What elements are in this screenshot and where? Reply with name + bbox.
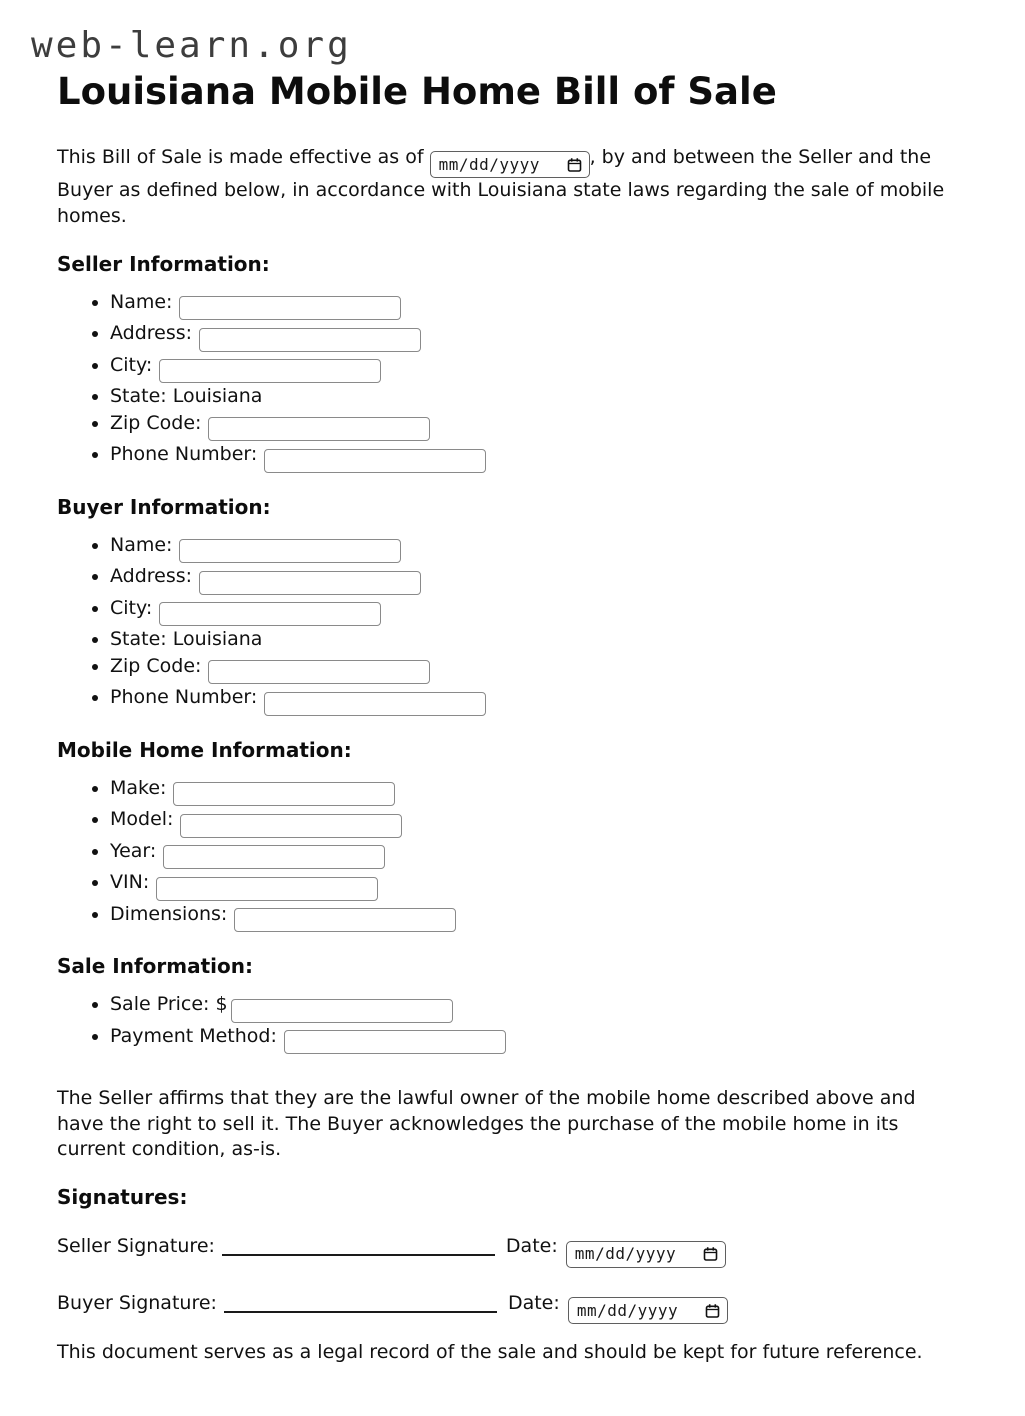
sale-price-input[interactable] bbox=[231, 999, 453, 1023]
seller-date-input[interactable] bbox=[566, 1241, 726, 1268]
seller-name-input[interactable] bbox=[179, 296, 401, 320]
site-logo: web-learn.org bbox=[31, 25, 352, 66]
seller-date-placeholder: mm/dd/yyyy bbox=[574, 1244, 677, 1264]
buyer-address-label: Address: bbox=[110, 565, 193, 587]
seller-zip-input[interactable] bbox=[208, 417, 430, 441]
list-item bbox=[110, 1023, 963, 1055]
buyer-zip-input[interactable] bbox=[208, 660, 430, 684]
dimensions-input[interactable] bbox=[234, 908, 456, 932]
buyer-name-label: Name: bbox=[110, 533, 173, 556]
document-body bbox=[57, 145, 963, 1366]
seller-signature-line bbox=[222, 1252, 495, 1256]
buyer-date-placeholder: mm/dd/yyyy bbox=[576, 1300, 679, 1320]
buyer-date-input[interactable] bbox=[568, 1297, 728, 1324]
intro-text-before-date: This Bill of Sale is made effective as of bbox=[57, 145, 424, 168]
intro-text-after-date: , by and between the Seller and the Buyer as defined below, in accordance with Louisiana state laws regarding the sale of mobile homes. bbox=[57, 145, 945, 227]
sale-section-heading: Sale Information: bbox=[57, 954, 253, 978]
signatures-section-heading: Signatures: bbox=[57, 1185, 188, 1210]
dimensions-label: Dimensions: bbox=[110, 902, 228, 925]
list-item bbox=[110, 441, 963, 473]
page-title: Louisiana Mobile Home Bill of Sale bbox=[57, 70, 777, 114]
buyer-fields-list bbox=[57, 532, 963, 716]
seller-city-input[interactable] bbox=[159, 359, 381, 383]
year-label: Year: bbox=[110, 839, 157, 862]
list-item bbox=[110, 383, 963, 410]
make-input[interactable] bbox=[173, 782, 395, 806]
seller-fields-list bbox=[57, 289, 963, 473]
seller-name-label: Name: bbox=[110, 290, 173, 313]
seller-state-value: Louisiana bbox=[172, 385, 263, 407]
list-item bbox=[110, 289, 963, 321]
list-item bbox=[110, 352, 963, 384]
seller-phone-input[interactable] bbox=[264, 449, 486, 473]
seller-date-label: Date: bbox=[505, 1235, 558, 1258]
model-label: Model: bbox=[110, 808, 174, 830]
buyer-address-input[interactable] bbox=[199, 571, 421, 595]
buyer-city-label: City: bbox=[110, 596, 153, 619]
footer-note: This document serves as a legal record of the sale and should be kept for future reference. bbox=[57, 1341, 923, 1364]
buyer-date-label: Date: bbox=[507, 1291, 560, 1314]
buyer-zip-label: Zip Code: bbox=[110, 654, 202, 677]
list-item bbox=[110, 410, 963, 442]
payment-method-input[interactable] bbox=[284, 1030, 506, 1054]
list-item bbox=[110, 838, 963, 870]
seller-signature-row bbox=[57, 1232, 963, 1268]
buyer-phone-input[interactable] bbox=[264, 692, 486, 716]
calendar-icon[interactable] bbox=[567, 157, 582, 173]
buyer-signature-row bbox=[57, 1289, 963, 1325]
mobile-home-fields-list bbox=[57, 775, 963, 933]
seller-state-label: State: bbox=[110, 385, 167, 407]
buyer-phone-label: Phone Number: bbox=[110, 686, 258, 708]
intro-paragraph bbox=[57, 145, 963, 230]
buyer-signature-line bbox=[224, 1309, 497, 1313]
buyer-state-value: Louisiana bbox=[172, 628, 263, 650]
list-item bbox=[110, 684, 963, 716]
sale-price-label: Sale Price: bbox=[110, 993, 210, 1015]
list-item bbox=[110, 595, 963, 627]
model-input[interactable] bbox=[180, 814, 402, 838]
list-item bbox=[110, 775, 963, 807]
mobile-home-section-heading: Mobile Home Information: bbox=[57, 737, 352, 762]
list-item bbox=[110, 653, 963, 685]
list-item bbox=[110, 532, 963, 564]
seller-zip-label: Zip Code: bbox=[110, 411, 202, 434]
buyer-city-input[interactable] bbox=[159, 602, 381, 626]
calendar-icon[interactable] bbox=[705, 1303, 720, 1319]
vin-input[interactable] bbox=[156, 877, 378, 901]
buyer-section-heading: Buyer Information: bbox=[57, 494, 271, 519]
affirmation-paragraph: The Seller affirms that they are the lawful owner of the mobile home described above and have the right to sell it. The Buyer acknowledges the purchase of the mobile home in its current condition, as-is. bbox=[57, 1087, 916, 1161]
buyer-state-label: State: bbox=[110, 628, 167, 650]
make-label: Make: bbox=[110, 776, 167, 799]
list-item bbox=[110, 806, 963, 838]
vin-label: VIN: bbox=[110, 871, 150, 893]
seller-signature-label: Seller Signature: bbox=[57, 1235, 215, 1258]
buyer-signature-label: Buyer Signature: bbox=[57, 1291, 217, 1314]
effective-date-placeholder: mm/dd/yyyy bbox=[438, 154, 540, 174]
list-item bbox=[110, 991, 963, 1023]
payment-method-label: Payment Method: bbox=[110, 1024, 277, 1047]
list-item bbox=[110, 901, 963, 933]
effective-date-input[interactable] bbox=[430, 151, 590, 178]
seller-city-label: City: bbox=[110, 353, 153, 376]
seller-phone-label: Phone Number: bbox=[110, 443, 258, 465]
list-item bbox=[110, 869, 963, 901]
list-item bbox=[110, 320, 963, 352]
calendar-icon[interactable] bbox=[703, 1246, 718, 1262]
year-input[interactable] bbox=[163, 845, 385, 869]
seller-section-heading: Seller Information: bbox=[57, 251, 270, 276]
list-item bbox=[110, 563, 963, 595]
seller-address-input[interactable] bbox=[199, 328, 421, 352]
sale-fields-list bbox=[57, 991, 963, 1054]
list-item bbox=[110, 626, 963, 653]
buyer-name-input[interactable] bbox=[179, 539, 401, 563]
seller-address-label: Address: bbox=[110, 322, 193, 344]
currency-symbol: $ bbox=[215, 993, 228, 1015]
